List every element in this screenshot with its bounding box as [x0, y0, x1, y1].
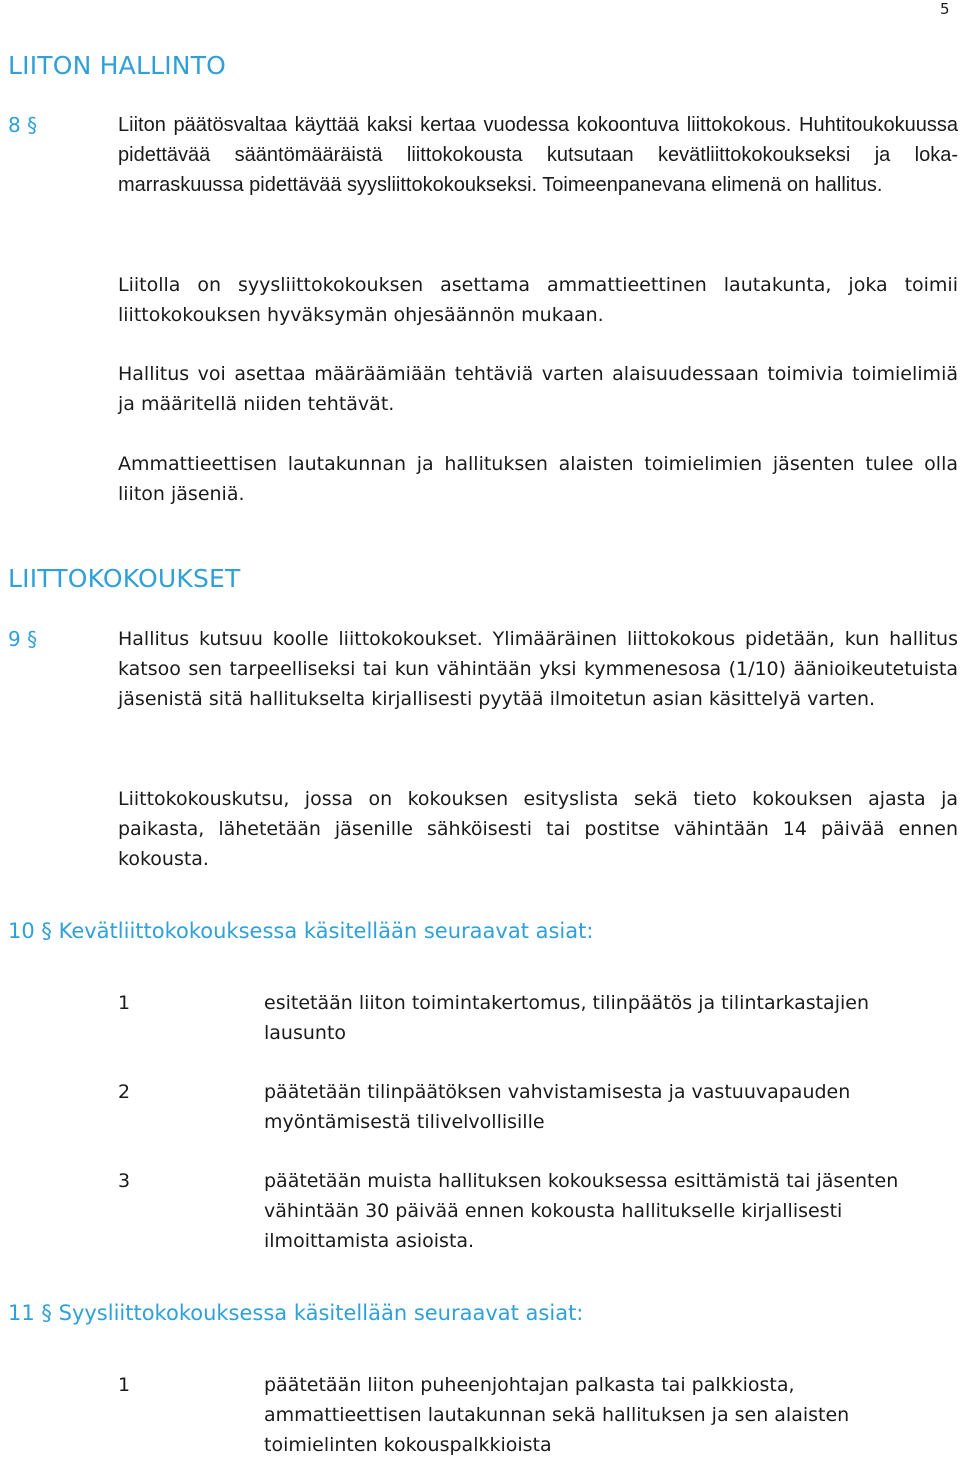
section-8-num: 8: [8, 113, 21, 137]
section-9-paragraph-2: Liittokokouskutsu, jossa on kokouksen esityslista sekä tieto kokouksen ajasta ja paikasta, lähetetään jäsenille sähköisesti tai postitse vähintään 14 päivää ennen kokousta.: [118, 788, 958, 870]
section-8-number: [8, 110, 37, 140]
heading-liittokokoukset: LIITTOKOKOUKSET: [8, 564, 241, 593]
list-item-number: 1: [118, 992, 131, 1014]
list-item: esitetään liiton toimintakertomus, tilinpäätös ja tilintarkastajien lausunto: [264, 992, 869, 1044]
section-sign: §: [27, 627, 38, 651]
list-item-number: 3: [118, 1170, 131, 1192]
heading-section-10: [8, 916, 593, 946]
section-9-paragraph-1: Hallitus kutsuu koolle liittokokoukset. Ylimääräinen liittokokous pidetään, kun hallitus katsoo sen tarpeelliseksi tai kun vähintään yksi kymmenesosa (1/10) äänioikeutetuista jäsenistä sitä hallitukselta kirjallisesti pyytää ilmoitetun asian käsittelyä varten.: [118, 628, 958, 710]
section-sign: §: [27, 113, 38, 137]
section-8-paragraph-3: Hallitus voi asettaa määräämiään tehtäviä varten alaisuudessaan toimivia toimielimiä ja määritellä niiden tehtävät.: [118, 363, 958, 415]
list-item-number: 2: [118, 1081, 131, 1103]
list-item: päätetään liiton puheenjohtajan palkasta tai palkkiosta, ammattieettisen lautakunnan sekä hallituksen ja sen alaisten toimielinten kokouspalkkioista: [264, 1374, 850, 1456]
section-sign: §: [41, 1301, 52, 1325]
section-11-num: 11: [8, 1301, 35, 1325]
section-8-paragraph-1: Liiton päätösvaltaa käyttää kaksi kertaa vuodessa kokoontuva liittokokous. Huhtitoukokuussa pidettävää sääntömääräistä liittokokousta kutsutaan kevätliittokokoukseksi ja loka-marraskuussa pidettävää syysliittokokoukseksi. Toimeenpanevana elimenä on hallitus.: [118, 114, 958, 196]
section-10-num: 10: [8, 919, 35, 943]
section-sign: §: [41, 919, 52, 943]
section-8-paragraph-4: Ammattieettisen lautakunnan ja hallituksen alaisten toimielimien jäsenten tulee olla liiton jäseniä.: [118, 453, 958, 505]
heading-section-11: [8, 1298, 583, 1328]
section-9-num: 9: [8, 627, 21, 651]
section-10-title: Kevätliittokokouksessa käsitellään seuraavat asiat:: [58, 919, 594, 943]
list-item: päätetään tilinpäätöksen vahvistamisesta ja vastuuvapauden myöntämisestä tilivelvollisille: [264, 1081, 851, 1133]
list-item-number: 1: [118, 1374, 131, 1396]
section-8-paragraph-2: Liitolla on syysliittokokouksen asettama ammattieettinen lautakunta, joka toimii liittokokouksen hyväksymän ohjesäännön mukaan.: [118, 274, 958, 326]
list-item: päätetään muista hallituksen kokouksessa esittämistä tai jäsenten vähintään 30 päivää ennen kokousta hallitukselle kirjallisesti ilmoittamista asioista.: [264, 1170, 899, 1252]
page-number: 5: [940, 0, 950, 18]
section-9-number: [8, 624, 37, 654]
heading-liiton-hallinto: LIITON HALLINTO: [8, 51, 227, 80]
section-11-title: Syysliittokokouksessa käsitellään seuraavat asiat:: [58, 1301, 584, 1325]
